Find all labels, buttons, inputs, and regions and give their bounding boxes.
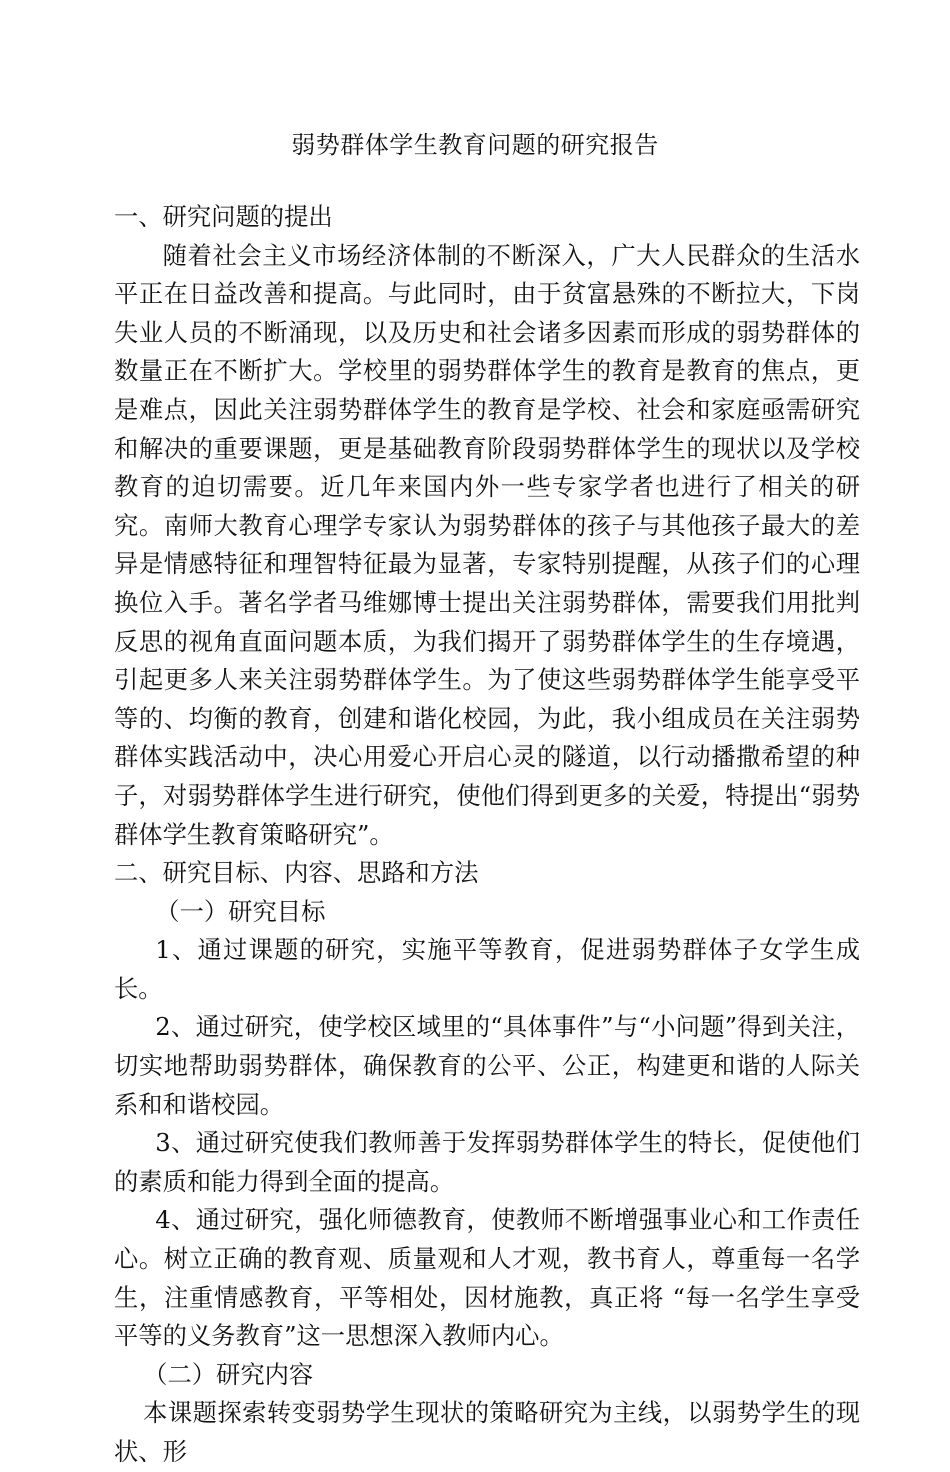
section-heading-1: 一、研究问题的提出	[114, 202, 333, 231]
goal-item-1: 1、通过课题的研究，实施平等教育，促进弱势群体子女学生成长。	[114, 935, 860, 1003]
subsection-heading-goals: （一）研究目标	[155, 896, 326, 926]
goal-item-4: 4、通过研究，强化师德教育，使教师不断增强事业心和工作责任心。树立正确的教育观、质量观和人才观，教书育人，尊重每一名学生，注重情感教育，平等相处，因材施教，真正将 “每一名学生享受平等的义务教育”这一思想深入教师内心。	[114, 1205, 860, 1351]
section-1-paragraph: 随着社会主义市场经济体制的不断深入，广大人民群众的生活水平正在日益改善和提高。与此同时，由于贫富悬殊的不断拉大，下岗失业人员的不断涌现，以及历史和社会诸多因素而形成的弱势群体的数量正在不断扩大。学校里的弱势群体学生的教育是教育的焦点，更是难点，因此关注弱势群体学生的教育是学校、社会和家庭亟需研究和解决的重要课题，更是基础教育阶段弱势群体学生的现状以及学校教育的迫切需要。近几年来国内外一些专家学者也进行了相关的研究。南师大教育心理学专家认为弱势群体的孩子与其他孩子最大的差异是情感特征和理智特征最为显著，专家特别提醒，从孩子们的心理换位入手。著名学者马维娜博士提出关注弱势群体，需要我们用批判反思的视角直面问题本质，为我们揭开了弱势群体学生的生存境遇，引起更多人来关注弱势群体学生。为了使这些弱势群体学生能享受平等的、均衡的教育，创建和谐化校园，为此，我小组成员在关注弱势群体实践活动中，决心用爱心开启心灵的隧道，以行动播撒希望的种子，对弱势群体学生进行研究，使他们得到更多的关爱，特提出“弱势群体学生教育策略研究”。	[114, 240, 860, 849]
document-body	[114, 198, 860, 1472]
goal-item-2: 2、通过研究，使学校区域里的“具体事件”与“小问题”得到关注，切实地帮助弱势群体，确保教育的公平、公正，构建更和谐的人际关系和和谐校园。	[114, 1012, 860, 1119]
content-paragraph: 本课题探索转变弱势学生现状的策略研究为主线，以弱势学生的现状、形	[114, 1398, 860, 1466]
document-title: 弱势群体学生教育问题的研究报告	[291, 131, 659, 159]
section-heading-2: 二、研究目标、内容、思路和方法	[114, 858, 479, 888]
subsection-heading-content: （二）研究内容	[143, 1359, 314, 1389]
goal-item-3: 3、通过研究使我们教师善于发挥弱势群体学生的特长，促使他们的素质和能力得到全面的提高。	[114, 1128, 860, 1196]
